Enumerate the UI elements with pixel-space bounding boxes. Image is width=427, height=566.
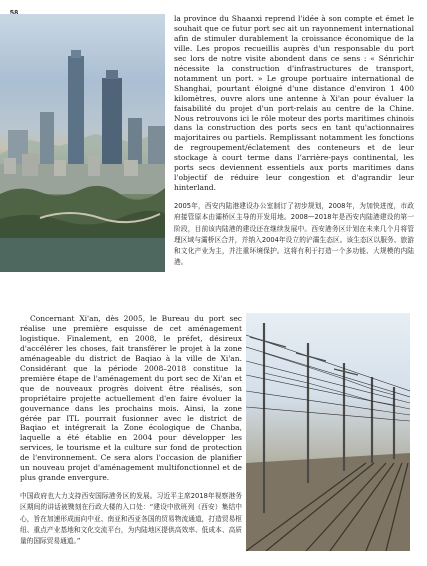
chinese-paragraph: 2005年，西安内陆港建设办公室制订了初步规划，2008年，为加快进度，市政府接管原本由灞桥区主导的开发用地。2008—2018年是西安内陆港建设的第一阶段，目前该内陆港的建设还在继续发展中。西安港务区计划在未来几个月将管理区域与灞桥区合并，并纳入2004年设立的浐灞生态区。该生态区以服务、旅游和文化产业为主，并注重环境保护。这将有利于打造一个多功能、大规模的内陆港。 [174,202,414,267]
city-skyline-photo [0,14,165,272]
left-text-column [20,314,242,547]
chinese-paragraph: 中国政府也大力支持西安国际港务区的发展。习近平主席2018年视察港务区期间的讲话被镌刻在行政大楼的入口处：“建设中欧班列（西安）集结中心，旨在加速形成面向中亚、南亚和西亚各国的贸易物流通道，打造贸易枢纽、重点产业基地和文化交流平台，为内陆地区提供高效率、低成本、高质量的国际贸易通道。” [20,492,242,546]
french-paragraph: la province du Shaanxi reprend l'idée à son compte et émet le souhait que ce futur port sec ait un rayonnement international afin de stimuler durablement la croissance économique de la ville. Les propos recueillis auprès d'un responsable du port sec lors de notre visite abondent dans ce sens : « Sénrichir nécessite la construction d'infrastructures de transport, notamment un port. » Le groupe portuaire international de Shanghai, pourtant éloigné d'une distance d'environ 1 400 kilomètres, ouvre alors une antenne à Xi'an pour évaluer la faisabilité du projet d'un port-relais au centre de la Chine. Nous retrouvons ici le rôle moteur des ports maritimes chinois dans la construction des ports secs en tant qu'actionnaires majoritaires ou partiels. Remplissant notamment les fonctions de regroupement/éclatement des conteneurs et de leur stockage à court terme dans l'arrière-pays continental, les ports secs deviennent essentiels aux ports maritimes dans l'objectif de réduire leur congestion et d'agrandir leur hinterland. [174,14,414,193]
railway-catenary-photo [246,313,410,551]
french-paragraph: Concernant Xi'an, dès 2005, le Bureau du port sec réalise une première esquisse de cet aménagement logistique. Finalement, en 2008, le préfet, désireux d'accélérer les choses, fait transférer le projet à la zone aménageable du district de Baqiao à la ville de Xi'an. Considérant que la période 2008–2018 constitue la première étape de l'aménagement du port sec de Xi'an et que de nouveaux progrès doivent être réalisés, son propriétaire projette actuellement d'en faire évoluer la gouvernance dans les prochains mois. Ainsi, la zone gérée par ITL pourrait fusionner avec le district de Baqiao et intégrerait la Zone écologique de Chanba, laquelle a été établie en 2004 pour développer les services, le tourisme et la culture sur fond de protection de l'environnement. Ce sera alors l'occasion de planifier un nouveau projet d'aménagement multifonctionnel et de plus grande envergure. [20,314,242,483]
right-text-column [174,14,414,268]
